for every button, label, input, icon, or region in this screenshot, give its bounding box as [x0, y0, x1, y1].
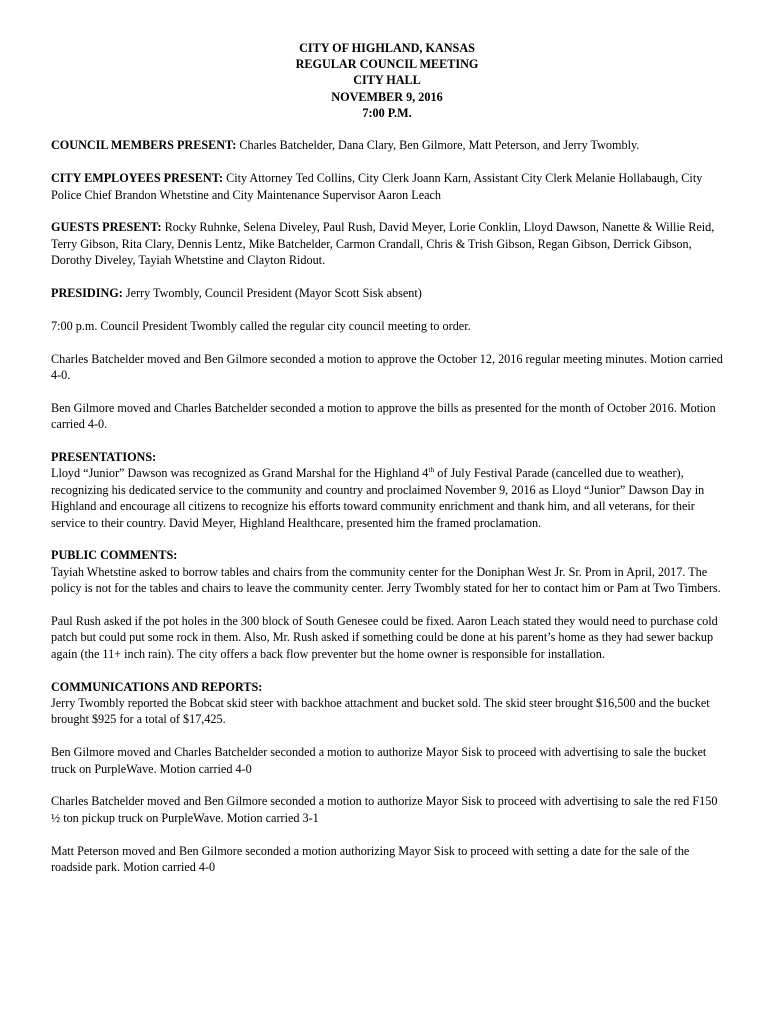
council-members-label: COUNCIL MEMBERS PRESENT:	[51, 138, 237, 153]
council-members-text: Charles Batchelder, Dana Clary, Ben Gilmore, Matt Peterson, and Jerry Twombly.	[236, 138, 640, 153]
public-comments-title: PUBLIC COMMENTS:	[51, 548, 178, 563]
document-page	[51, 40, 723, 892]
motion-approve-bills: Ben Gilmore moved and Charles Batchelder seconded a motion to approve the bills as presented for the month of October 2016. Motion carried 4-0.	[51, 400, 716, 432]
document-header	[51, 40, 723, 121]
motion-approve-minutes: Charles Batchelder moved and Ben Gilmore seconded a motion to approve the October 12, 2016 regular meeting minutes. Motion carried 4-0.	[51, 351, 723, 383]
council-members-present	[51, 137, 723, 153]
presiding-label: PRESIDING:	[51, 286, 123, 301]
header-city: CITY OF HIGHLAND, KANSAS	[299, 41, 475, 55]
motion-roadside-park: Matt Peterson moved and Ben Gilmore seconded a motion authorizing Mayor Sisk to proceed with setting a date for the sale of the roadside park. Motion carried 4-0	[51, 843, 690, 875]
communication-skid-steer: Jerry Twombly reported the Bobcat skid steer with backhoe attachment and bucket sold. The skid steer brought $16,500 and the bucket brought $925 for a total of $17,425.	[51, 696, 710, 727]
presentations-superscript: th	[428, 465, 435, 475]
presentations-text-before: Lloyd “Junior” Dawson was recognized as Grand Marshal for the Highland 4	[51, 466, 429, 481]
header-date: NOVEMBER 9, 2016	[331, 89, 443, 104]
city-employees-label: CITY EMPLOYEES PRESENT:	[51, 171, 224, 186]
presiding	[51, 285, 723, 301]
public-comments-section	[51, 547, 723, 662]
presentations-section	[51, 449, 723, 531]
header-time: 7:00 P.M.	[362, 105, 412, 120]
presiding-text: Jerry Twombly, Council President (Mayor Scott Sisk absent)	[122, 286, 422, 301]
guests-label: GUESTS PRESENT:	[51, 220, 162, 235]
motion-pickup-truck: Charles Batchelder moved and Ben Gilmore seconded a motion to authorize Mayor Sisk to proceed with advertising to sale the red F150 ½ ton pickup truck on PurpleWave. Motion carried 3-1	[51, 794, 718, 825]
header-meeting-type: REGULAR COUNCIL MEETING	[295, 57, 479, 72]
public-comment-tables: Tayiah Whetstine asked to borrow tables and chairs from the community center for the Doniphan West Jr. Sr. Prom in April, 2017. The policy is not for the tables and chairs to leave the community center. Jerry Twombly stated for her to contact him or Pam at Two Timbers.	[51, 564, 721, 596]
guests-text: Rocky Ruhnke, Selena Diveley, Paul Rush, David Meyer, Lorie Conklin, Lloyd Dawson, Nanette & Willie Reid, Terry Gibson, Rita Clary, Dennis Lentz, Mike Batchelder, Carmon Crandall, Chris & Trish Gibson, Regan Gibson, Derrick Gibson, Dorothy Diveley, Tayiah Whetstine and Clayton Ridout.	[51, 220, 715, 268]
presentations-title: PRESENTATIONS:	[51, 450, 157, 465]
guests-present	[51, 219, 723, 268]
public-comment-potholes: Paul Rush asked if the pot holes in the 300 block of South Genesee could be fixed. Aaron Leach stated they would need to purchase cold patch but could put some rock in them. Also, Mr. Rush asked if something could be done at his parent’s home as they had sewer backup again (the 11+ inch rain). The city offers a back flow preventer but the home owner is responsible for installation.	[51, 614, 718, 661]
city-employees-present	[51, 170, 723, 203]
motion-bucket-truck: Ben Gilmore moved and Charles Batchelder seconded a motion to authorize Mayor Sisk to proceed with advertising to sale the bucket truck on PurpleWave. Motion carried 4-0	[51, 745, 707, 776]
city-employees-text: City Attorney Ted Collins, City Clerk Joann Karn, Assistant City Clerk Melanie Hollabaugh, City Police Chief Brandon Whetstine and City Maintenance Supervisor Aaron Leach	[51, 171, 703, 202]
communications-section	[51, 679, 723, 876]
call-to-order: 7:00 p.m. Council President Twombly called the regular city council meeting to order.	[51, 318, 471, 333]
communications-title: COMMUNICATIONS AND REPORTS:	[51, 679, 263, 694]
header-location: CITY HALL	[353, 73, 421, 88]
presentations-text-after: of July Festival Parade (cancelled due to weather), recognizing his dedicated service to the community and country and proclaimed November 9, 2016 as Lloyd “Junior” Dawson Day in Highland and encourage all citizens to recognize his efforts toward community enrichment and thank him, and all veterans, for their service to their country. David Meyer, Highland Healthcare, presented him the framed proclamation.	[51, 466, 705, 530]
